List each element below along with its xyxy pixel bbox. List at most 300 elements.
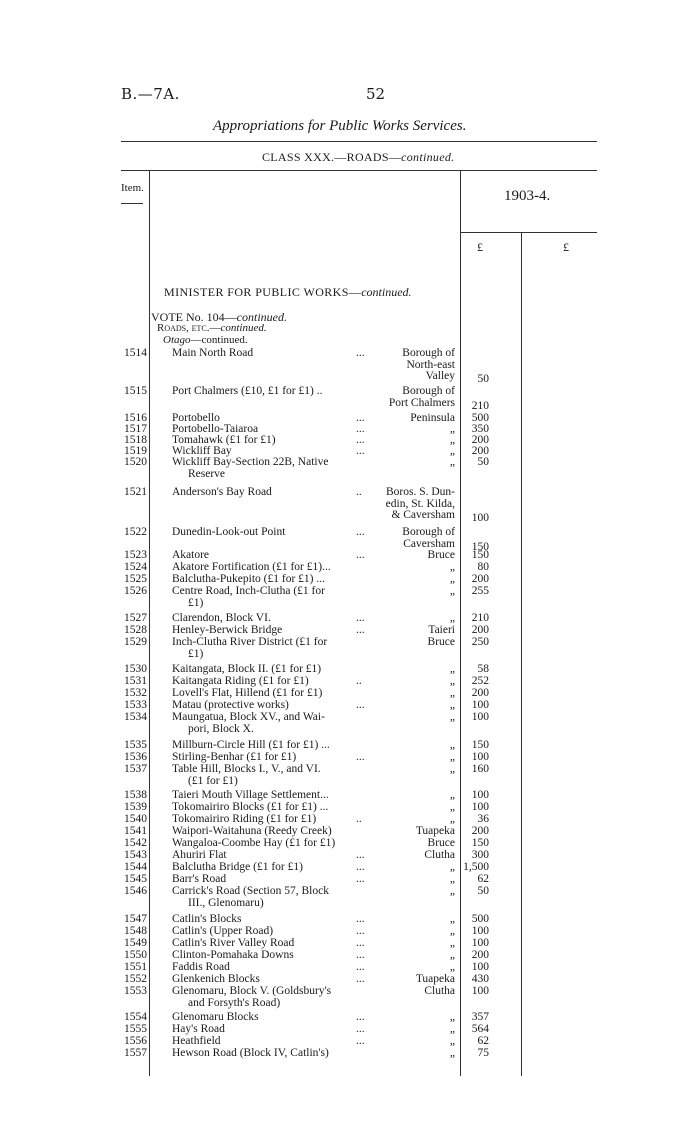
item-number: 1539 bbox=[124, 801, 147, 813]
item-number: 1515 bbox=[124, 385, 147, 397]
description-line: Lovell's Flat, Hillend (£1 for £1) bbox=[172, 687, 323, 699]
district bbox=[345, 862, 455, 874]
district-line: „ bbox=[449, 423, 455, 435]
district-line: Peninsula bbox=[410, 412, 455, 424]
description-line: Faddis Road bbox=[172, 961, 230, 973]
leader-dots: ... bbox=[356, 1011, 365, 1023]
item-number: 1551 bbox=[124, 961, 147, 973]
item-description bbox=[172, 838, 372, 850]
item-description bbox=[172, 712, 372, 735]
district bbox=[345, 1012, 455, 1024]
district bbox=[345, 457, 455, 469]
district-line: „ bbox=[449, 663, 455, 675]
leader-dots: ... bbox=[356, 445, 365, 457]
leader-dots: ... bbox=[356, 549, 365, 561]
otago-heading bbox=[163, 334, 248, 346]
item-description bbox=[172, 986, 372, 1009]
district bbox=[345, 814, 455, 826]
district bbox=[345, 446, 455, 458]
leader-dots: ... bbox=[356, 937, 365, 949]
amount: 357 bbox=[471, 1011, 489, 1023]
roads-heading-main: Roads, etc.— bbox=[157, 322, 221, 334]
minister-heading-italic: continued. bbox=[361, 285, 412, 299]
item-number: 1514 bbox=[124, 347, 147, 359]
amount: 564 bbox=[471, 1023, 489, 1035]
item-number: 1538 bbox=[124, 789, 147, 801]
district-line: Borough of bbox=[402, 385, 455, 397]
district-line: Clutha bbox=[424, 985, 455, 997]
title-rule bbox=[121, 141, 597, 142]
district bbox=[345, 1048, 455, 1060]
item-description bbox=[172, 613, 372, 625]
district-line: North-east bbox=[406, 358, 455, 371]
description-continuation: £1) bbox=[188, 647, 204, 660]
description-line: Catlin's Blocks bbox=[172, 913, 242, 925]
district bbox=[345, 664, 455, 676]
amount: 62 bbox=[477, 1035, 489, 1047]
district bbox=[345, 348, 455, 383]
item-description bbox=[172, 1048, 372, 1060]
class-heading bbox=[262, 150, 454, 165]
table-top-rule bbox=[121, 170, 597, 171]
minister-heading bbox=[164, 285, 412, 300]
item-number: 1541 bbox=[124, 825, 147, 837]
district bbox=[345, 487, 455, 522]
item-description bbox=[172, 586, 372, 609]
description-line: Balclutha-Pukepito (£1 for £1) ... bbox=[172, 573, 325, 585]
item-number: 1528 bbox=[124, 624, 147, 636]
item-number: 1527 bbox=[124, 612, 147, 624]
district bbox=[345, 986, 455, 998]
district-line: „ bbox=[449, 961, 455, 973]
amount: 100 bbox=[471, 699, 489, 711]
district-line: „ bbox=[449, 573, 455, 585]
item-number: 1530 bbox=[124, 663, 147, 675]
description-line: Henley-Berwick Bridge bbox=[172, 624, 283, 636]
amount-column-left-divider bbox=[460, 170, 461, 1076]
amount: 210 bbox=[471, 612, 489, 624]
amount: 200 bbox=[471, 687, 489, 699]
item-description bbox=[172, 826, 372, 838]
item-number: 1548 bbox=[124, 925, 147, 937]
description-line: Stirling-Benhar (£1 for £1) bbox=[172, 751, 297, 763]
item-number: 1544 bbox=[124, 861, 147, 873]
roads-heading-italic: continued. bbox=[220, 322, 267, 334]
pound-header-1: £ bbox=[477, 240, 483, 254]
amount: 500 bbox=[471, 412, 489, 424]
class-heading-main: CLASS XXX.—ROADS— bbox=[262, 150, 402, 164]
leader-dots: .. bbox=[356, 675, 362, 687]
amount: 100 bbox=[471, 789, 489, 801]
amount: 80 bbox=[477, 561, 489, 573]
amount: 150 bbox=[471, 739, 489, 751]
leader-dots: ... bbox=[356, 434, 365, 446]
district bbox=[345, 850, 455, 862]
item-number: 1519 bbox=[124, 445, 147, 457]
leader-dots: ... bbox=[356, 873, 365, 885]
item-description bbox=[172, 740, 372, 752]
district-line: edin, St. Kilda, bbox=[385, 497, 455, 510]
district bbox=[345, 938, 455, 950]
district-line: „ bbox=[449, 813, 455, 825]
description-line: Clinton-Pomahaka Downs bbox=[172, 949, 294, 961]
description-line: Portobello bbox=[172, 412, 220, 424]
district-line: „ bbox=[449, 445, 455, 457]
description-line: Wickliff Bay bbox=[172, 445, 232, 457]
item-description bbox=[172, 862, 372, 874]
description-line: Matau (protective works) bbox=[172, 699, 289, 711]
vote-heading-italic: continued. bbox=[236, 310, 287, 324]
description-line: Catlin's River Valley Road bbox=[172, 937, 295, 949]
description-line: Clarendon, Block VI. bbox=[172, 612, 271, 624]
district-line: Bruce bbox=[427, 549, 455, 561]
item-number: 1540 bbox=[124, 813, 147, 825]
amount-column-mid-divider bbox=[521, 232, 522, 1076]
item-description bbox=[172, 850, 372, 862]
amount: 1,500 bbox=[463, 861, 489, 873]
district-line: „ bbox=[449, 585, 455, 597]
district-line: Tuapeka bbox=[415, 973, 455, 985]
district-line: „ bbox=[449, 699, 455, 711]
item-number: 1545 bbox=[124, 873, 147, 885]
item-number: 1549 bbox=[124, 937, 147, 949]
leader-dots: ... bbox=[356, 347, 365, 359]
minister-heading-main: MINISTER FOR PUBLIC WORKS— bbox=[164, 285, 362, 299]
amount: 250 bbox=[471, 636, 489, 648]
district bbox=[345, 700, 455, 712]
amount: 252 bbox=[471, 675, 489, 687]
district-line: „ bbox=[449, 739, 455, 751]
item-description bbox=[172, 688, 372, 700]
district-line: Caversham bbox=[403, 537, 455, 550]
leader-dots: ... bbox=[356, 612, 365, 624]
district-line: Bruce bbox=[427, 636, 455, 648]
district bbox=[345, 874, 455, 886]
district-line: „ bbox=[449, 1047, 455, 1059]
district-line: „ bbox=[449, 925, 455, 937]
item-description bbox=[172, 550, 372, 562]
description-continuation: III., Glenomaru) bbox=[188, 896, 264, 909]
district bbox=[345, 1036, 455, 1048]
item-description bbox=[172, 950, 372, 962]
district-line: „ bbox=[449, 885, 455, 897]
amount: 200 bbox=[471, 825, 489, 837]
district bbox=[345, 826, 455, 838]
description-line: Hewson Road (Block IV, Catlin's) bbox=[172, 1047, 329, 1059]
item-column-header: Item. bbox=[121, 182, 144, 194]
item-description bbox=[172, 562, 372, 574]
item-description bbox=[172, 625, 372, 637]
item-number: 1516 bbox=[124, 412, 147, 424]
item-header-rule bbox=[121, 203, 143, 204]
district-line: „ bbox=[449, 1035, 455, 1047]
description-continuation: £1) bbox=[188, 596, 204, 609]
leader-dots: ... bbox=[356, 1023, 365, 1035]
leader-dots: ... bbox=[356, 624, 365, 636]
description-line: Catlin's (Upper Road) bbox=[172, 925, 274, 937]
item-description bbox=[172, 457, 372, 480]
description-line: Heathfield bbox=[172, 1035, 221, 1047]
item-number: 1521 bbox=[124, 486, 147, 498]
leader-dots: ... bbox=[356, 973, 365, 985]
amount: 50 bbox=[477, 885, 489, 897]
district-line: „ bbox=[449, 789, 455, 801]
description-line: Centre Road, Inch-Clutha (£1 for bbox=[172, 585, 325, 597]
amount: 500 bbox=[471, 913, 489, 925]
page-number: 52 bbox=[366, 85, 386, 103]
description-continuation: (£1 for £1) bbox=[188, 774, 238, 787]
amount: 255 bbox=[471, 585, 489, 597]
leader-dots: ... bbox=[356, 849, 365, 861]
item-number: 1546 bbox=[124, 885, 147, 897]
district bbox=[345, 527, 455, 550]
item-description bbox=[172, 802, 372, 814]
district-line: „ bbox=[449, 711, 455, 723]
item-description bbox=[172, 637, 372, 660]
district-line: Bruce bbox=[427, 837, 455, 849]
amount: 200 bbox=[471, 445, 489, 457]
item-number: 1556 bbox=[124, 1035, 147, 1047]
description-line: Balclutha Bridge (£1 for £1) bbox=[172, 861, 303, 873]
description-line: Hay's Road bbox=[172, 1023, 225, 1035]
document-code: B.—7A. bbox=[121, 85, 180, 103]
district-line: „ bbox=[449, 937, 455, 949]
description-line: Ahuriri Flat bbox=[172, 849, 227, 861]
leader-dots: ... bbox=[356, 949, 365, 961]
description-line: Akatore Fortification (£1 for £1)... bbox=[172, 561, 331, 573]
district-line: „ bbox=[449, 751, 455, 763]
leader-dots: ... bbox=[356, 699, 365, 711]
roads-heading bbox=[157, 322, 267, 334]
description-line: Tokomairiro Blocks (£1 for £1) ... bbox=[172, 801, 329, 813]
district-line: „ bbox=[449, 873, 455, 885]
description-continuation: pori, Block X. bbox=[188, 722, 254, 735]
description-line: Glenomaru Blocks bbox=[172, 1011, 259, 1023]
amount: 50 bbox=[477, 373, 489, 385]
year-header: 1903-4. bbox=[504, 188, 551, 204]
item-number: 1542 bbox=[124, 837, 147, 849]
page-title: Appropriations for Public Works Services. bbox=[213, 118, 467, 134]
district bbox=[345, 712, 455, 724]
description-line: Tokomairiro Riding (£1 for £1) bbox=[172, 813, 317, 825]
item-description bbox=[172, 574, 372, 586]
district-line: Borough of bbox=[402, 347, 455, 359]
district-line: Borough of bbox=[402, 526, 455, 538]
item-number: 1520 bbox=[124, 456, 147, 468]
item-number: 1518 bbox=[124, 434, 147, 446]
item-number: 1543 bbox=[124, 849, 147, 861]
description-line: Taieri Mouth Village Settlement... bbox=[172, 789, 329, 801]
item-description bbox=[172, 676, 372, 688]
amount: 100 bbox=[471, 751, 489, 763]
description-continuation: Reserve bbox=[188, 467, 226, 480]
district bbox=[345, 574, 455, 586]
description-line: Portobello-Taiaroa bbox=[172, 423, 259, 435]
item-number: 1517 bbox=[124, 423, 147, 435]
item-description bbox=[172, 926, 372, 938]
district bbox=[345, 550, 455, 562]
district bbox=[345, 613, 455, 625]
item-number: 1553 bbox=[124, 985, 147, 997]
item-number: 1526 bbox=[124, 585, 147, 597]
item-description bbox=[172, 938, 372, 950]
amount: 210 bbox=[471, 399, 489, 412]
amount: 100 bbox=[471, 925, 489, 937]
district-line: „ bbox=[449, 456, 455, 468]
amount: 75 bbox=[477, 1047, 489, 1059]
district bbox=[345, 914, 455, 926]
description-line: Millburn-Circle Hill (£1 for £1) ... bbox=[172, 739, 330, 751]
item-number: 1557 bbox=[124, 1047, 147, 1059]
amount: 150 bbox=[471, 837, 489, 849]
district bbox=[345, 838, 455, 850]
description-line: Wangaloa-Coombe Hay (£1 for £1) bbox=[172, 837, 336, 849]
district-line: „ bbox=[449, 434, 455, 446]
district-line: „ bbox=[449, 913, 455, 925]
item-description bbox=[172, 752, 372, 764]
item-number: 1547 bbox=[124, 913, 147, 925]
district bbox=[345, 926, 455, 938]
description-line: Akatore bbox=[172, 549, 210, 561]
amount: 100 bbox=[471, 985, 489, 997]
description-line: Inch-Clutha River District (£1 for bbox=[172, 636, 328, 648]
amount: 100 bbox=[471, 961, 489, 973]
district-line: „ bbox=[449, 801, 455, 813]
amount: 430 bbox=[471, 973, 489, 985]
description-line: Waipori-Waitahuna (Reedy Creek) bbox=[172, 825, 332, 837]
item-number: 1535 bbox=[124, 739, 147, 751]
item-description bbox=[172, 348, 372, 360]
item-number: 1550 bbox=[124, 949, 147, 961]
description-line: Kaitangata, Block II. (£1 for £1) bbox=[172, 663, 322, 675]
district bbox=[345, 974, 455, 986]
amount: 160 bbox=[471, 763, 489, 775]
description-line: Main North Road bbox=[172, 347, 254, 359]
district-line: „ bbox=[449, 561, 455, 573]
district-line: Valley bbox=[425, 370, 455, 382]
item-number: 1555 bbox=[124, 1023, 147, 1035]
district bbox=[345, 625, 455, 637]
district bbox=[345, 962, 455, 974]
description-line: Glenomaru, Block V. (Goldsbury's bbox=[172, 985, 332, 997]
district bbox=[345, 637, 455, 649]
description-line: Port Chalmers (£10, £1 for £1) .. bbox=[172, 385, 323, 397]
item-description bbox=[172, 1012, 372, 1024]
district bbox=[345, 752, 455, 764]
amount: 100 bbox=[471, 512, 489, 524]
amount: 36 bbox=[477, 813, 489, 825]
description-line: Barr's Road bbox=[172, 873, 227, 885]
item-description bbox=[172, 874, 372, 886]
district-line: „ bbox=[449, 949, 455, 961]
district-line: „ bbox=[449, 687, 455, 699]
description-line: Anderson's Bay Road bbox=[172, 486, 272, 498]
amount: 100 bbox=[471, 937, 489, 949]
pound-header-2: £ bbox=[563, 240, 569, 254]
item-number: 1552 bbox=[124, 973, 147, 985]
amount: 200 bbox=[471, 573, 489, 585]
item-description bbox=[172, 1036, 372, 1048]
item-description bbox=[172, 914, 372, 926]
description-line: Wickliff Bay-Section 22B, Native bbox=[172, 456, 329, 468]
item-description bbox=[172, 487, 372, 499]
item-number: 1529 bbox=[124, 636, 147, 648]
district-line: Boros. S. Dun- bbox=[385, 486, 455, 498]
description-continuation: and Forsyth's Road) bbox=[188, 996, 281, 1009]
item-number: 1522 bbox=[124, 526, 147, 538]
leader-dots: .. bbox=[356, 486, 362, 498]
leader-dots: ... bbox=[356, 412, 365, 424]
item-number: 1537 bbox=[124, 763, 147, 775]
leader-dots: ... bbox=[356, 526, 365, 538]
leader-dots: ... bbox=[356, 423, 365, 435]
leader-dots: ... bbox=[356, 925, 365, 937]
item-number: 1534 bbox=[124, 711, 147, 723]
description-line: Kaitangata Riding (£1 for £1) bbox=[172, 675, 309, 687]
item-number: 1554 bbox=[124, 1011, 147, 1023]
district bbox=[345, 1024, 455, 1036]
amount: 100 bbox=[471, 801, 489, 813]
description-line: Maungatua, Block XV., and Wai- bbox=[172, 711, 325, 723]
leader-dots: ... bbox=[356, 913, 365, 925]
amount: 50 bbox=[477, 456, 489, 468]
amount: 100 bbox=[471, 711, 489, 723]
district-line: & Caversham bbox=[391, 509, 455, 521]
item-description bbox=[172, 664, 372, 676]
amount: 200 bbox=[471, 434, 489, 446]
item-description bbox=[172, 974, 372, 986]
district bbox=[345, 790, 455, 802]
description-line: Dunedin-Look-out Point bbox=[172, 526, 286, 538]
district bbox=[345, 676, 455, 688]
item-description bbox=[172, 764, 372, 787]
item-number: 1532 bbox=[124, 687, 147, 699]
description-line: Carrick's Road (Section 57, Block bbox=[172, 885, 329, 897]
leader-dots: ... bbox=[356, 751, 365, 763]
district bbox=[345, 802, 455, 814]
item-description bbox=[172, 790, 372, 802]
amount: 200 bbox=[471, 949, 489, 961]
district-line: „ bbox=[449, 612, 455, 624]
item-description bbox=[172, 962, 372, 974]
district bbox=[345, 740, 455, 752]
item-description bbox=[172, 527, 372, 539]
district-line: Taieri bbox=[428, 624, 455, 636]
amount: 350 bbox=[471, 423, 489, 435]
year-header-rule bbox=[460, 232, 597, 233]
item-description bbox=[172, 386, 372, 398]
district-line: „ bbox=[449, 675, 455, 687]
district-line: „ bbox=[449, 1011, 455, 1023]
item-description bbox=[172, 814, 372, 826]
item-number: 1533 bbox=[124, 699, 147, 711]
item-column-divider bbox=[149, 170, 150, 1076]
leader-dots: .. bbox=[356, 813, 362, 825]
district-line: Clutha bbox=[424, 849, 455, 861]
district bbox=[345, 764, 455, 776]
district bbox=[345, 688, 455, 700]
description-line: Glenkenich Blocks bbox=[172, 973, 260, 985]
item-description bbox=[172, 886, 372, 909]
amount: 150 bbox=[471, 540, 489, 553]
vote-heading-main: VOTE No. 104— bbox=[151, 310, 237, 324]
amount: 58 bbox=[477, 663, 489, 675]
class-heading-italic: continued. bbox=[401, 150, 455, 164]
district bbox=[345, 886, 455, 898]
district bbox=[345, 386, 455, 409]
amount: 300 bbox=[471, 849, 489, 861]
amount: 150 bbox=[471, 549, 489, 561]
